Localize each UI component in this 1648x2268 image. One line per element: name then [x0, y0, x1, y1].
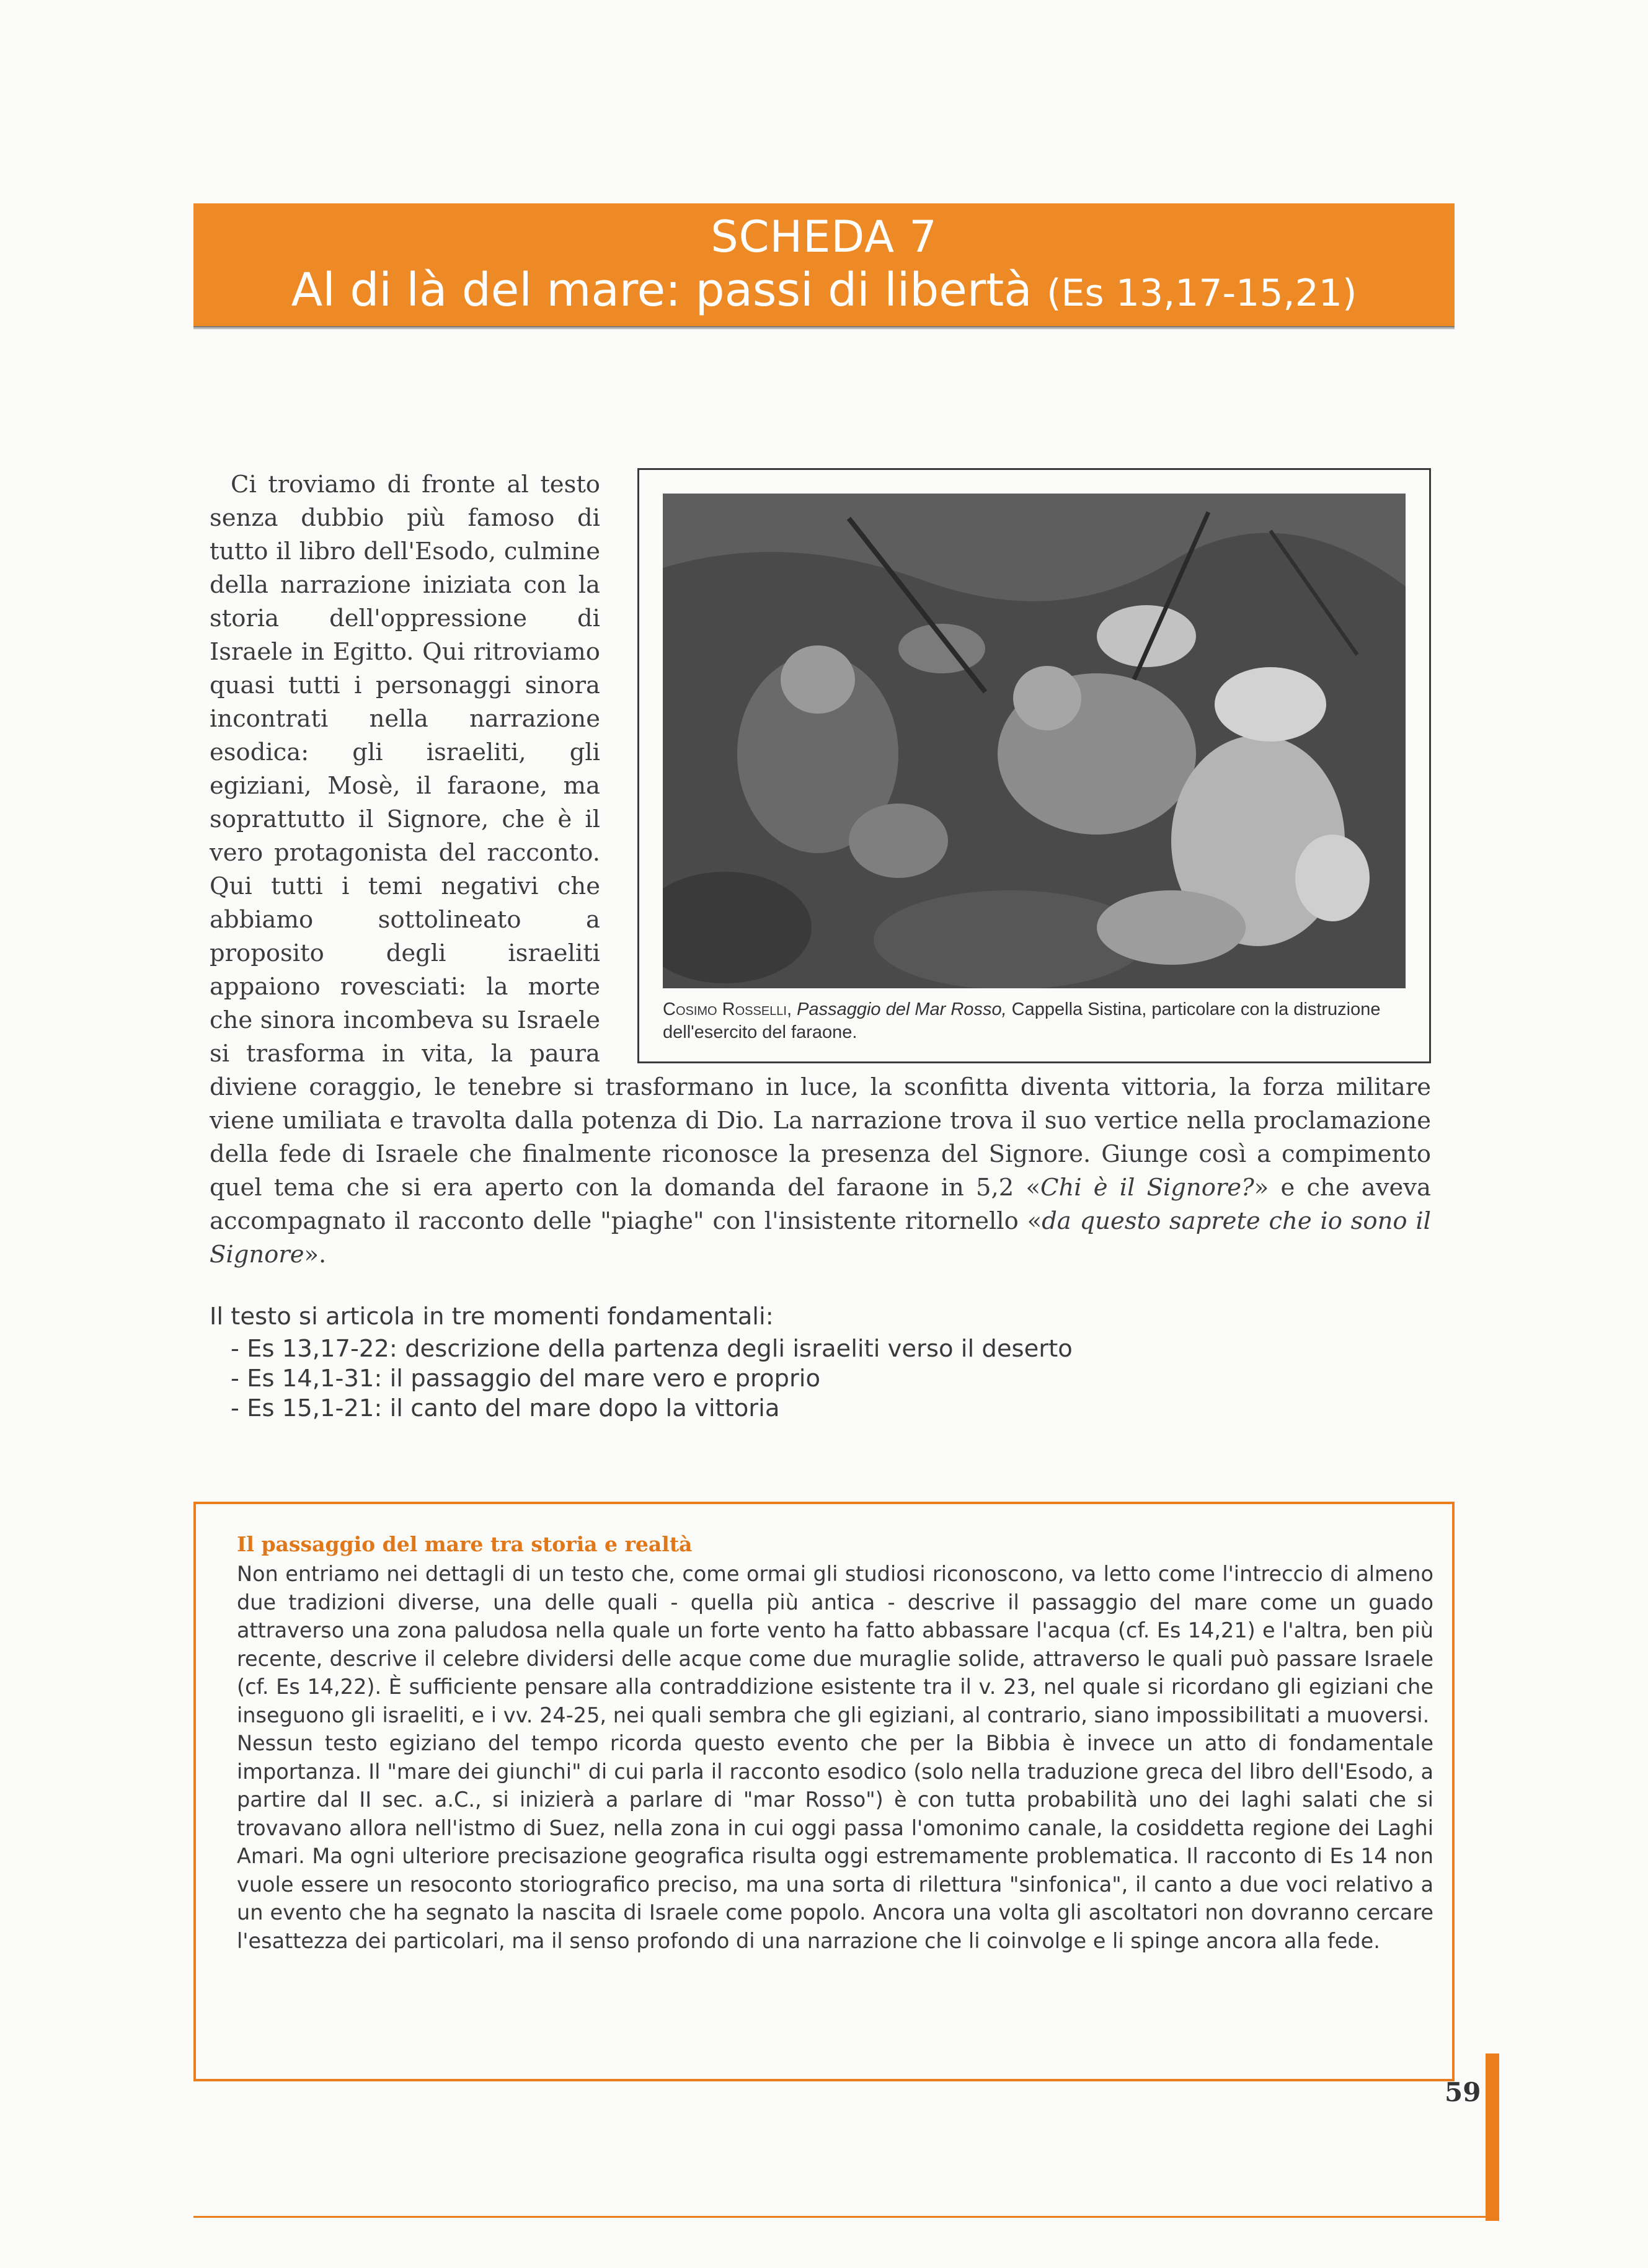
- list-item: - Es 15,1-21: il canto del mare dopo la vittoria: [231, 1394, 1388, 1424]
- caption-title: Passaggio del Mar Rosso,: [797, 999, 1007, 1019]
- list-item: - Es 13,17-22: descrizione della partenza degli israeliti verso il deserto: [231, 1334, 1388, 1364]
- sections-list: [210, 1302, 1388, 1424]
- title-reference: (Es 13,17-15,21): [1047, 272, 1357, 315]
- page-number: 59: [1445, 2077, 1481, 2107]
- figure-frame: [637, 468, 1431, 1063]
- box-paragraph-2: Nessun testo egiziano del tempo ricorda questo evento che per la Bibbia è invece un atto di fondamentale importanza. Il "mare dei giunchi" di cui parla il racconto esodico (solo nella traduzione greca del libro dell'Esodo, a partire dal II sec. a.C., si inizierà a parlare di "mar Rosso") è con tutta probabilità uno dei laghi salati che si trovavano allora nell'istmo di Suez, nella zona in cui oggi passa l'omonimo canale, la cosiddetta regione dei Laghi Amari. Ma ogni ulteriore precisazione geografica risulta oggi estremamente problematica. Il racconto di Es 14 non vuole essere un resoconto storiografico preciso, ma una sorta di rilettura "sinfonica", il canto a due voci relativo a un evento che ha segnato la nascita di Israele come popolo. Ancora una volta gli ascoltatori non dovranno cercare l'esattezza dei particolari, ma il senso profondo di una narrazione che li coinvolge e li spinge ancora alla fede.: [237, 1731, 1433, 1953]
- intro-quote-1: Chi è il Signore?: [1040, 1174, 1254, 1202]
- intro-part-a: Ci troviamo di fronte al testo senza dubbio più famoso di tutto il libro dell'Esodo, culmine della narrazione iniziata con la storia dell'oppressione di Israele in Egitto. Qui ritroviamo quasi tutti i personaggi sinora incontrati nella narrazione esodica: gli israeliti, gli egiziani, Mosè, il faraone, ma soprattutto il Signore, che è il vero protagonista del racconto. Qui tutti i temi negativi che abbiamo sottolineato a proposito degli israeliti appaiono rovesciati: la morte che sinora incombeva su Israele si trasforma in vita, la paura diviene coraggio, le tenebre si trasformano in luce, la sconfitta diventa vittoria, la forza militare viene umiliata e travolta dalla potenza di Dio. La narrazione trova il suo vertice nella proclamazione della fede di Israele che finalmente riconosce la presenza del Signore. Giunge così a compimento quel tema che si era aperto con la domanda del faraone in 5,2 «: [210, 471, 1431, 1202]
- page-bottom-rule: [193, 2216, 1499, 2218]
- box-body: [237, 1560, 1433, 1955]
- page-title: [193, 262, 1455, 322]
- intro-text: [210, 468, 1431, 1272]
- scheda-label: SCHEDA 7: [711, 211, 937, 262]
- title-text: Al di là del mare: passi di libertà: [291, 264, 1032, 317]
- list-item: - Es 14,1-31: il passaggio del mare vero e proprio: [231, 1364, 1388, 1394]
- figure-caption: [663, 998, 1406, 1044]
- intro-part-b: » e che aveva accompagnato il racconto delle "piaghe" con l'insistente ritornello «: [210, 1174, 1431, 1235]
- sections-lead: Il testo si articola in tre momenti fondamentali:: [210, 1303, 774, 1331]
- intro-part-c: ».: [304, 1241, 327, 1269]
- intro-quote-2: da questo saprete che io sono il Signore: [210, 1207, 1431, 1269]
- caption-author: Cosimo Rosselli,: [663, 999, 792, 1019]
- caption-rest: Cappella Sistina, particolare con la distruzione dell'esercito del faraone.: [663, 999, 1381, 1042]
- scheda-header: [193, 203, 1455, 329]
- header-divider: [193, 327, 1455, 329]
- painting-image: [663, 494, 1406, 988]
- page-edge-bar: [1486, 2053, 1499, 2221]
- painting-illustration: [663, 494, 1406, 988]
- sections-items: [210, 1334, 1388, 1424]
- sidebar-box: [193, 1502, 1455, 2081]
- box-paragraph-1: Non entriamo nei dettagli di un testo che, come ormai gli studiosi riconoscono, va letto come l'intreccio di almeno due tradizioni diverse, una delle quali - quella più antica - descrive il passaggio del mare come un guado attraverso una zona paludosa nella quale un forte vento ha fatto abbassare l'acqua (cf. Es 14,21) e l'altra, ben più recente, descrive il celebre dividersi delle acque come due muraglie solide, attraverso le quali può passare Israele (cf. Es 14,22). È sufficiente pensare alla contraddizione esistente tra il v. 23, nel quale si ricordano gli egiziani che inseguono gli israeliti, e i vv. 24-25, nei quali sembra che gli egiziani, al contrario, siano impossibilitati a muoversi.: [237, 1562, 1433, 1727]
- box-title: Il passaggio del mare tra storia e realtà: [237, 1532, 693, 1556]
